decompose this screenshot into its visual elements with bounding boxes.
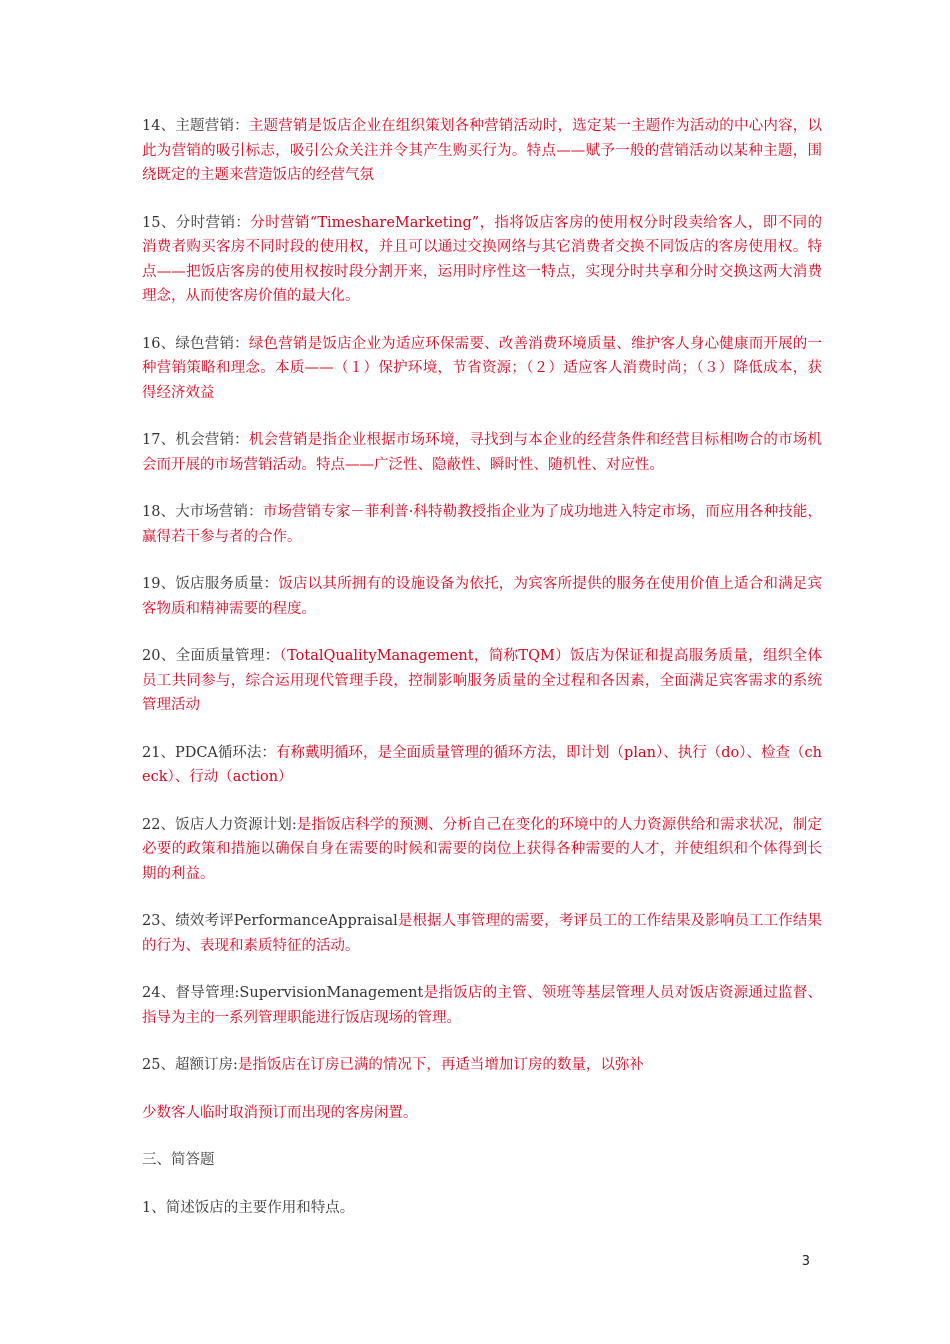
definition-text: 主题营销是饭店企业在组织策划各种营销活动时，选定某一主题作为活动的中心内容，以此为营销的吸引标志，吸引公众关注并令其产生购买行为。特点——赋予一般的营销活动以某种主题，围绕既定的主题来营造饭店的经营气氛	[142, 118, 822, 183]
definition-item-16	[142, 332, 822, 406]
definition-item-14	[142, 114, 822, 188]
question-1: 1、简述饭店的主要作用和特点。	[142, 1199, 355, 1216]
definition-text: 绿色营销是饭店企业为适应环保需要、改善消费环境质量、维护客人身心健康而开展的一种营销策略和理念。本质——（１）保护环境，节省资源；（２）适应客人消费时尚；（３）降低成本，获得经济效益	[142, 335, 822, 401]
term-label: 18、大市场营销：	[142, 504, 263, 520]
definition-text: 是根据人事管理的需要，考评员工的工作结果及影响员工工作结果的行为、表现和素质特征的活动。	[142, 913, 822, 954]
definition-text: 有称戴明循环，是全面质量管理的循环方法，即计划（plan）、执行（do）、检查（check）、行动（action）	[142, 744, 822, 785]
term-label: 25、超额订房:	[142, 1057, 238, 1073]
term-label: 16、绿色营销：	[142, 335, 249, 352]
definition-item-20	[142, 644, 822, 718]
section-heading: 三、简答题	[142, 1152, 215, 1168]
definition-item-18	[142, 500, 822, 549]
term-label: 19、饭店服务质量：	[142, 576, 279, 592]
definition-item-25	[142, 1053, 822, 1078]
definition-item-19	[142, 572, 822, 621]
term-label: 24、督导管理:SupervisionManagement	[142, 985, 424, 1001]
definition-text: 饭店以其所拥有的设施设备为依托，为宾客所提供的服务在使用价值上适合和满足宾客物质和精神需要的程度。	[142, 576, 822, 617]
definition-item-21	[142, 741, 822, 790]
term-label: 22、饭店人力资源计划:	[142, 816, 297, 833]
definition-text: 机会营销是指企业根据市场环境，寻找到与本企业的经营条件和经营目标相吻合的市场机会而开展的市场营销活动。特点——广泛性、隐蔽性、瞬时性、随机性、对应性。	[142, 432, 822, 473]
document-body	[142, 114, 822, 1243]
definition-item-24	[142, 981, 822, 1030]
definition-item-23	[142, 909, 822, 958]
definition-item-15	[142, 211, 822, 309]
definition-item-17	[142, 428, 822, 477]
definition-text: 是指饭店在订房已满的情况下，再适当增加订房的数量，以弥补	[237, 1057, 644, 1073]
term-label: 15、分时营销：	[142, 214, 251, 231]
page-number: 3	[801, 1254, 810, 1269]
definition-text: 分时营销“TimeshareMarketing”，指将饭店客房的使用权分时段卖给客人，即不同的消费者购买客房不同时段的使用权，并且可以通过交换网络与其它消费者交换不同饭店的客房使用权。特点——把饭店客房的使用权按时段分割开来，运用时序性这一特点，实现分时共享和分时交换这两大消费理念，从而使客房价值的最大化。	[142, 214, 823, 304]
term-label: 20、全面质量管理：	[142, 648, 280, 664]
term-label: 21、PDCA循环法：	[142, 744, 276, 761]
definition-item-22	[142, 813, 822, 887]
definition-text: 市场营销专家－菲利普·科特勒教授指企业为了成功地进入特定市场，而应用各种技能，赢得若干参与者的合作。	[142, 504, 823, 545]
term-label: 17、机会营销：	[142, 432, 249, 448]
definition-text: 是指饭店科学的预测、分析自己在变化的环境中的人力资源供给和需求状况，制定必要的政策和措施以确保自身在需要的时候和需要的岗位上获得各种需要的人才，并使组织和个体得到长期的利益。	[142, 816, 822, 882]
term-label: 14、主题营销：	[142, 118, 249, 134]
definition-text: 是指饭店的主管、领班等基层管理人员对饭店资源通过监督、指导为主的一系列管理职能进行饭店现场的管理。	[142, 985, 822, 1026]
definition-text: （TotalQualityManagement，简称TQM）饭店为保证和提高服务质量，组织全体员工共同参与，综合运用现代管理手段，控制影响服务质量的全过程和各因素，全面满足宾客需求的系统管理活动	[142, 648, 822, 713]
term-label: 23、绩效考评PerformanceAppraisal	[142, 913, 398, 929]
definition-item-25-continuation: 少数客人临时取消预订而出现的客房闲置。	[142, 1104, 418, 1121]
